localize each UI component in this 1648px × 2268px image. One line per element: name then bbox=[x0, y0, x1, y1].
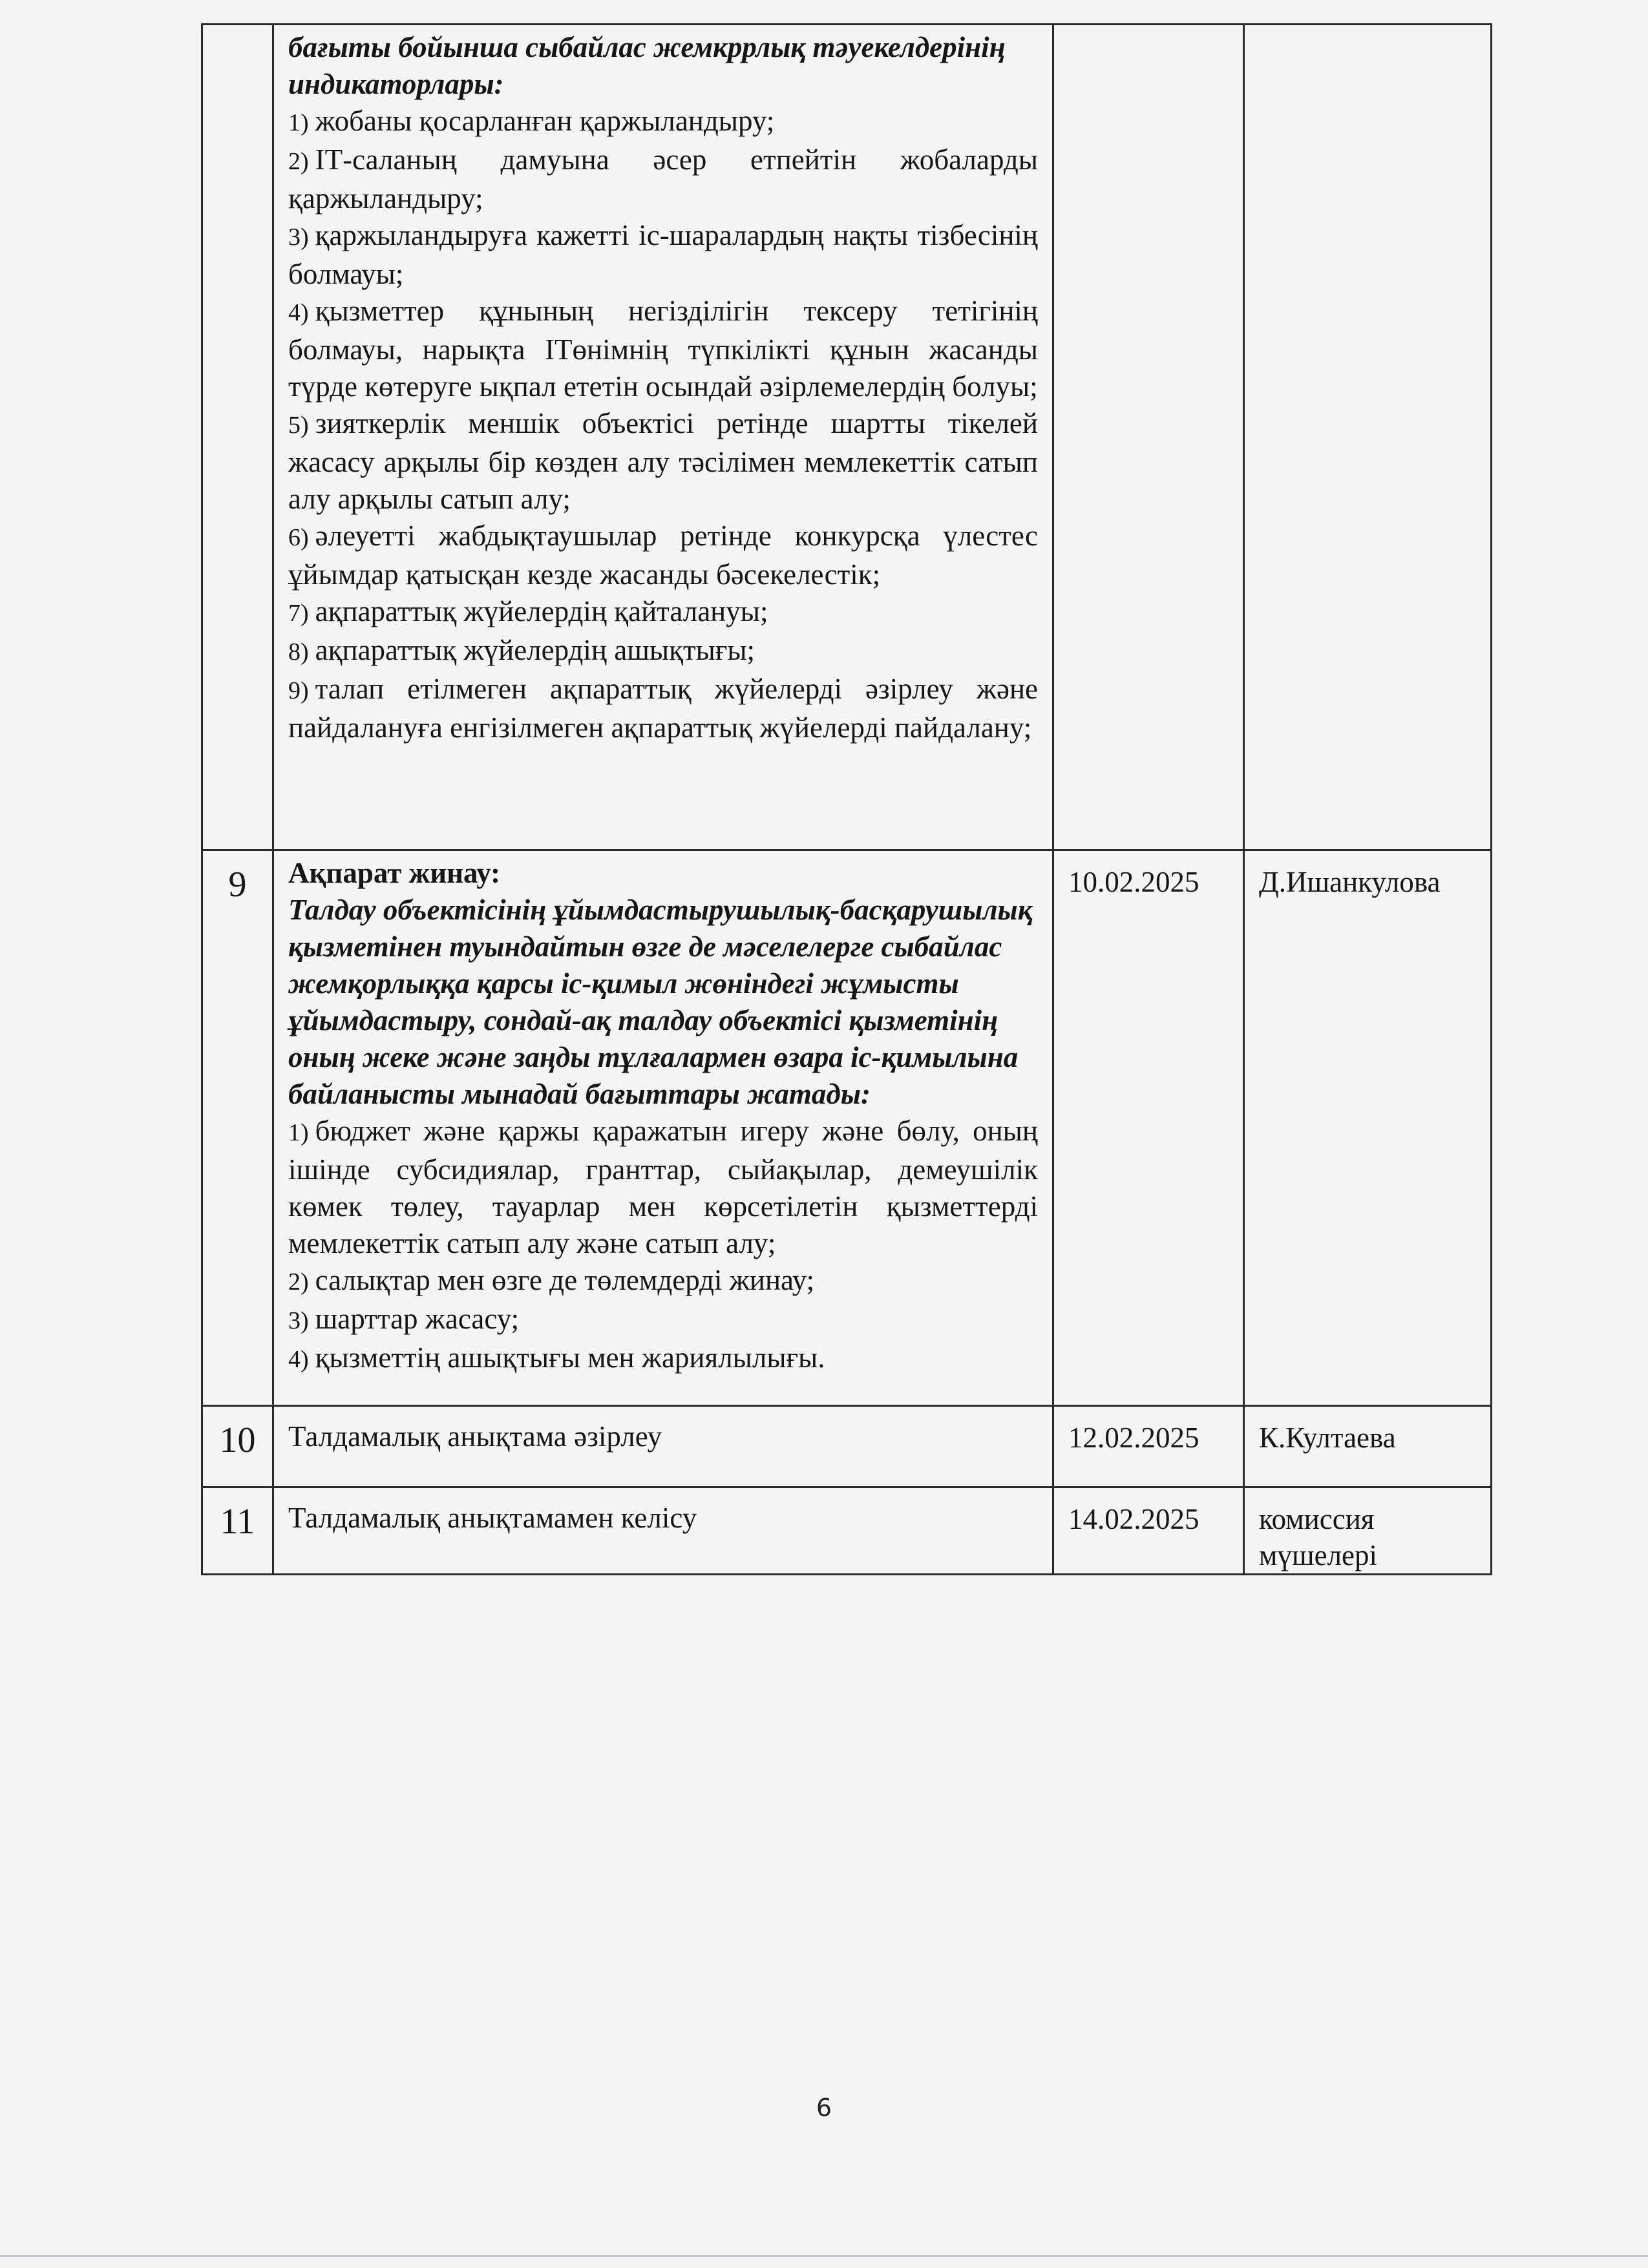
table-row-9 bbox=[202, 850, 1492, 1406]
plan-table bbox=[201, 23, 1492, 1575]
list-item-number: 5) bbox=[288, 412, 309, 439]
row-responsible: Д.Ишанкулова bbox=[1244, 850, 1492, 1406]
list-item-text: жобаны қосарланған қаржыландыру; bbox=[315, 105, 775, 137]
row-responsible: комиссия мүшелері bbox=[1244, 1487, 1492, 1575]
table-row-continued bbox=[202, 25, 1492, 850]
list-item-number: 6) bbox=[288, 524, 309, 551]
list-item bbox=[288, 1301, 1038, 1339]
row-content bbox=[273, 25, 1053, 850]
list-item-text: салықтар мен өзге де төлемдерді жинау; bbox=[315, 1264, 815, 1296]
row-number: 11 bbox=[202, 1487, 273, 1575]
row-number: 9 bbox=[202, 850, 273, 1406]
list-item bbox=[288, 1113, 1038, 1262]
list-item-number: 1) bbox=[288, 1119, 309, 1146]
row-date: 12.02.2025 bbox=[1053, 1406, 1244, 1487]
list-item-text: ІТ-саланың дамуына әсер етпейтін жобаларды қаржыландыру; bbox=[288, 143, 1038, 215]
list-item-text: қаржыландыруға кажетті іс-шаралардың нақты тізбесінің болмауы; bbox=[288, 219, 1038, 290]
direction-list bbox=[288, 1113, 1038, 1378]
list-item-number: 2) bbox=[288, 1268, 309, 1296]
list-item-text: қызметтің ашықтығы мен жариялылығы. bbox=[315, 1341, 825, 1374]
list-item-text: әлеуетті жабдықтаушылар ретінде конкурсқа үлестес ұйымдар қатысқан кезде жасанды бәсекелестік; bbox=[288, 520, 1038, 591]
row-content bbox=[273, 850, 1053, 1406]
list-item-text: зияткерлік меншік объектісі ретінде шартты тікелей жасасу арқылы бір көзден алу тәсілімен мемлекеттік сатып алу арқылы сатып алу; bbox=[288, 407, 1038, 515]
row-title: Ақпарат жинау: bbox=[288, 857, 501, 889]
list-item bbox=[288, 405, 1038, 518]
list-item bbox=[288, 518, 1038, 593]
list-item-text: ақпараттық жүйелердің қайталануы; bbox=[315, 595, 768, 627]
list-item bbox=[288, 1262, 1038, 1301]
list-item bbox=[288, 1339, 1038, 1378]
section-heading: Талдау объектісінің ұйымдастырушылық-басқарушылық қызметінен туындайтын өзге де мәселелерге сыбайлас жемқорлыққа қарсы іс-қимыл жөніндегі жұмысты ұйымдастыру, сондай-ақ талдау объектісі қызметінің оның жеке және заңды тұлғалармен өзара іс-қимылына байланысты мынадай бағыттары жатады: bbox=[288, 894, 1033, 1110]
list-item-number: 8) bbox=[288, 638, 309, 666]
row-number bbox=[202, 25, 273, 850]
scan-edge-line bbox=[0, 2255, 1648, 2257]
list-item-number: 3) bbox=[288, 224, 309, 251]
indicator-list bbox=[288, 103, 1038, 746]
row-responsible bbox=[1244, 25, 1492, 850]
list-item-number: 9) bbox=[288, 677, 309, 704]
list-item-text: қызметтер құнының негізділігін тексеру тетігінің болмауы, нарықта ІТөнімнің түпкілікті құнын жасанды түрде көтеруге ықпал ететін осындай әзірлемелердің болуы; bbox=[288, 295, 1038, 403]
row-responsible: К.Култаева bbox=[1244, 1406, 1492, 1487]
row-number: 10 bbox=[202, 1406, 273, 1487]
list-item bbox=[288, 293, 1038, 405]
list-item bbox=[288, 142, 1038, 217]
list-item bbox=[288, 632, 1038, 671]
list-item-number: 7) bbox=[288, 600, 309, 627]
list-item-text: талап етілмеген ақпараттық жүйелерді әзірлеу және пайдалануға енгізілмеген ақпараттық жүйелерді пайдалану; bbox=[288, 673, 1038, 744]
list-item bbox=[288, 593, 1038, 632]
list-item-number: 1) bbox=[288, 109, 309, 136]
row-date bbox=[1053, 25, 1244, 850]
page-number: 6 bbox=[816, 2094, 832, 2122]
list-item bbox=[288, 217, 1038, 293]
row-date: 10.02.2025 bbox=[1053, 850, 1244, 1406]
section-heading: бағыты бойынша сыбайлас жемкррлық тәуекелдерінің индикаторлары: bbox=[288, 31, 1006, 100]
row-date: 14.02.2025 bbox=[1053, 1487, 1244, 1575]
table-row-10 bbox=[202, 1406, 1492, 1487]
list-item bbox=[288, 671, 1038, 746]
list-item-text: ақпараттық жүйелердің ашықтығы; bbox=[315, 634, 755, 666]
list-item-number: 2) bbox=[288, 148, 309, 175]
list-item-number: 4) bbox=[288, 299, 309, 326]
table-row-11 bbox=[202, 1487, 1492, 1575]
list-item-number: 3) bbox=[288, 1307, 309, 1334]
row-content: Талдамалық анықтама әзірлеу bbox=[273, 1406, 1053, 1487]
list-item bbox=[288, 103, 1038, 142]
row-content: Талдамалық анықтамамен келісу bbox=[273, 1487, 1053, 1575]
list-item-text: бюджет және қаржы қаражатын игеру және бөлу, оның ішінде субсидиялар, гранттар, сыйақылар, демеушілік көмек төлеу, тауарлар мен көрсетілетін қызметтерді мемлекеттік сатып алу және сатып алу; bbox=[288, 1115, 1038, 1259]
list-item-text: шарттар жасасу; bbox=[315, 1303, 520, 1335]
list-item-number: 4) bbox=[288, 1346, 309, 1373]
